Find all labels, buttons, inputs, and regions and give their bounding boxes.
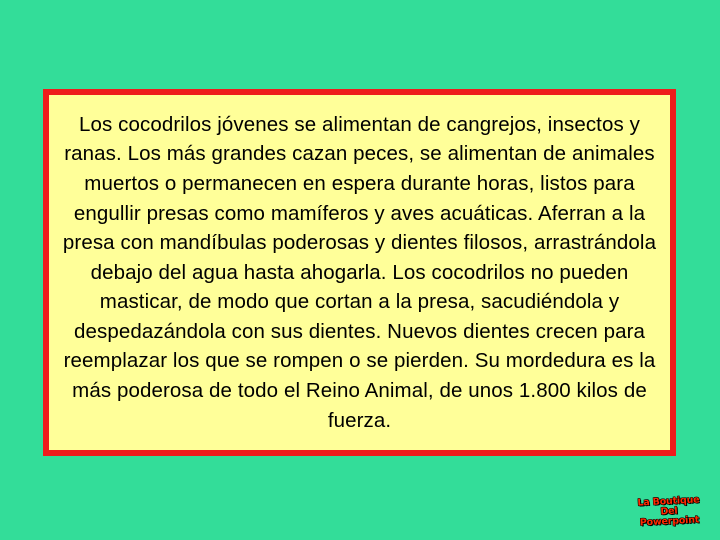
- body-text: Los cocodrilos jóvenes se alimentan de cangrejos, insectos y ranas. Los más grandes cazan peces, se alimentan de animales muertos o permanecen en espera durante horas, listos para engullir presas como mamíferos y aves acuáticas. Aferran a la presa con mandíbulas poderosas y dientes filosos, arrastrándola debajo del agua hasta ahogarla. Los cocodrilos no pueden masticar, de modo que cortan a la presa, sacudiéndola y despedazándola con sus dientes. Nuevos dientes crecen para reemplazar los que se rompen o se pierden. Su mordedura es la más poderosa de todo el Reino Animal, de unos 1.800 kilos de fuerza.: [62, 112, 657, 432]
- boutique-logo: [627, 492, 711, 532]
- text-box: [43, 89, 676, 456]
- logo-line-3: Powerpoint: [639, 514, 700, 529]
- logo-line-1: La Boutique: [637, 494, 700, 509]
- logo-line-2: Del: [660, 505, 678, 518]
